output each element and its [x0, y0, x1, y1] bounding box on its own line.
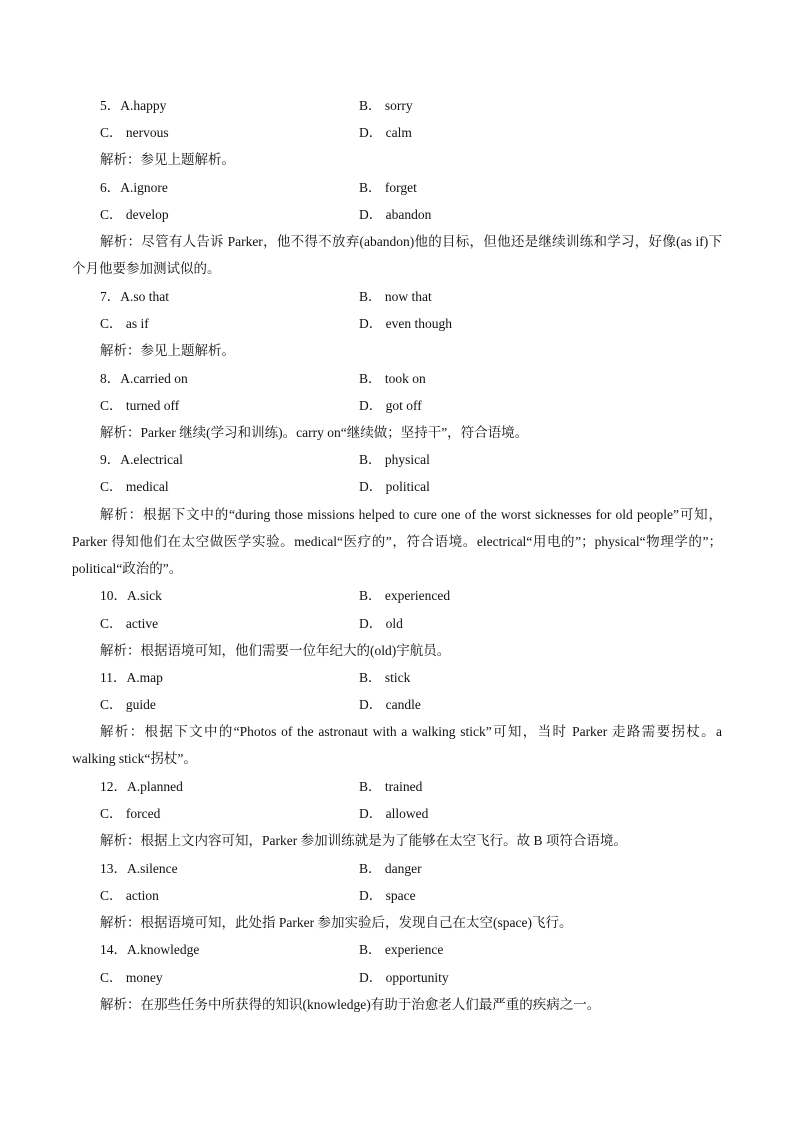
option-b: B． stick [359, 670, 411, 685]
question-11: 11．A.map [100, 670, 163, 685]
question-8: 8．A.carried on [100, 371, 188, 386]
option-c: C． guide [100, 697, 156, 712]
option-b: B． forget [359, 180, 417, 195]
question-7: 7．A.so that [100, 289, 169, 304]
option-d: D． allowed [359, 806, 429, 821]
option-b: B． experienced [359, 588, 451, 603]
option-c: C． active [100, 616, 159, 631]
option-c: C． money [100, 970, 163, 985]
option-d: D． candle [359, 697, 421, 712]
explanation: 解析：根据语境可知，他们需要一位年纪大的(old)宇航员。 [100, 643, 451, 658]
explanation: 解析：在那些任务中所获得的知识(knowledge)有助于治愈老人们最严重的疾病之一。 [100, 997, 601, 1012]
option-b: B． took on [359, 371, 426, 386]
question-10: 10．A.sick [100, 588, 162, 603]
explanation: 解析：根据上文内容可知，Parker 参加训练就是为了能够在太空飞行。故 B 项符合语境。 [100, 833, 627, 848]
explanation: 解析：参见上题解析。 [100, 343, 235, 358]
question-12: 12．A.planned [100, 779, 183, 794]
explanation: 解析：根据下文中的“Photos of the astronaut with a walking stick”可知，当时 Parker 走路需要拐杖。a walking stick“拐杖”。 [72, 724, 722, 766]
explanation: 解析：尽管有人告诉 Parker，他不得不放弃(abandon)他的目标，但他还是继续训练和学习，好像(as if)下个月他要参加测试似的。 [72, 234, 722, 276]
explanation: 解析：参见上题解析。 [100, 152, 235, 167]
option-b: B． now that [359, 289, 432, 304]
option-d: D． even though [359, 316, 452, 331]
option-d: D． old [359, 616, 403, 631]
option-b: B． sorry [359, 98, 413, 113]
option-b: B． danger [359, 861, 422, 876]
question-5: 5．A.happy [100, 98, 167, 113]
option-d: D． abandon [359, 207, 432, 222]
option-c: C． medical [100, 479, 169, 494]
option-c: C． action [100, 888, 159, 903]
option-c: C． forced [100, 806, 161, 821]
question-9: 9．A.electrical [100, 452, 183, 467]
explanation: 解析：Parker 继续(学习和训练)。carry on“继续做；坚持干”，符合语境。 [100, 425, 529, 440]
explanation: 解析：根据下文中的“during those missions helped to cure one of the worst sicknesses for old people”可知，Parker 得知他们在太空做医学实验。medical“医疗的”，符合语境。electrical“用电的”；physical“物理学的”；political“政治的”。 [72, 507, 722, 576]
option-b: B． trained [359, 779, 423, 794]
option-c: C． turned off [100, 398, 180, 413]
option-d: D． calm [359, 125, 412, 140]
explanation: 解析：根据语境可知，此处指 Parker 参加实验后，发现自己在太空(space)飞行。 [100, 915, 573, 930]
option-d: D． opportunity [359, 970, 449, 985]
option-d: D． political [359, 479, 430, 494]
option-c: C． as if [100, 316, 149, 331]
option-d: D． space [359, 888, 416, 903]
question-14: 14．A.knowledge [100, 942, 200, 957]
option-c: C． develop [100, 207, 169, 222]
option-d: D． got off [359, 398, 422, 413]
option-c: C． nervous [100, 125, 169, 140]
question-13: 13．A.silence [100, 861, 178, 876]
option-b: B． physical [359, 452, 430, 467]
question-6: 6．A.ignore [100, 180, 168, 195]
option-b: B． experience [359, 942, 444, 957]
